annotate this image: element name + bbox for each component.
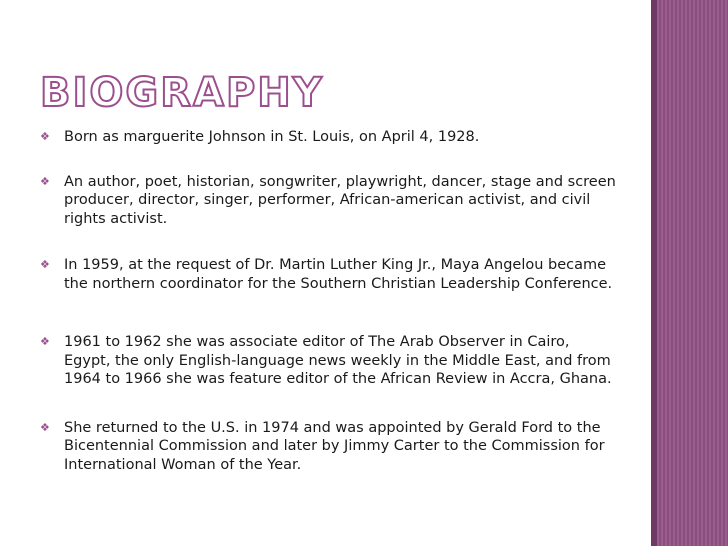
- bullet-item: [40, 419, 620, 475]
- slide-title: BIOGRAPHY: [40, 70, 324, 116]
- bullet-item: [40, 256, 620, 293]
- diamond-bullet-icon: ❖: [40, 174, 50, 188]
- bullet-text: 1961 to 1962 she was associate editor of The Arab Observer in Cairo, Egypt, the only English-language news weekly in the Middle East, and from 1964 to 1966 she was feature editor of the African Review in Accra, Ghana.: [64, 334, 612, 387]
- decorative-side-band: [651, 0, 728, 546]
- diamond-bullet-icon: ❖: [40, 420, 50, 434]
- bullet-text: In 1959, at the request of Dr. Martin Luther King Jr., Maya Angelou became the northern coordinator for the Southern Christian Leadership Conference.: [64, 257, 613, 292]
- bullet-text: An author, poet, historian, songwriter, playwright, dancer, stage and screen producer, director, singer, performer, African-american activist, and civil rights activist.: [64, 173, 616, 227]
- bullet-item: [40, 333, 620, 389]
- bullet-item: [40, 173, 620, 229]
- bullet-text: She returned to the U.S. in 1974 and was appointed by Gerald Ford to the Bicentennial Commission and later by Jimmy Carter to the Commission for International Woman of the Year.: [64, 419, 605, 473]
- diamond-bullet-icon: ❖: [40, 130, 50, 143]
- diamond-bullet-icon: ❖: [40, 335, 50, 348]
- diamond-bullet-icon: ❖: [40, 258, 50, 271]
- bullet-text: Born as marguerite Johnson in St. Louis, on April 4, 1928.: [64, 129, 480, 145]
- bullet-item: [40, 128, 620, 147]
- bullet-list: [40, 128, 620, 474]
